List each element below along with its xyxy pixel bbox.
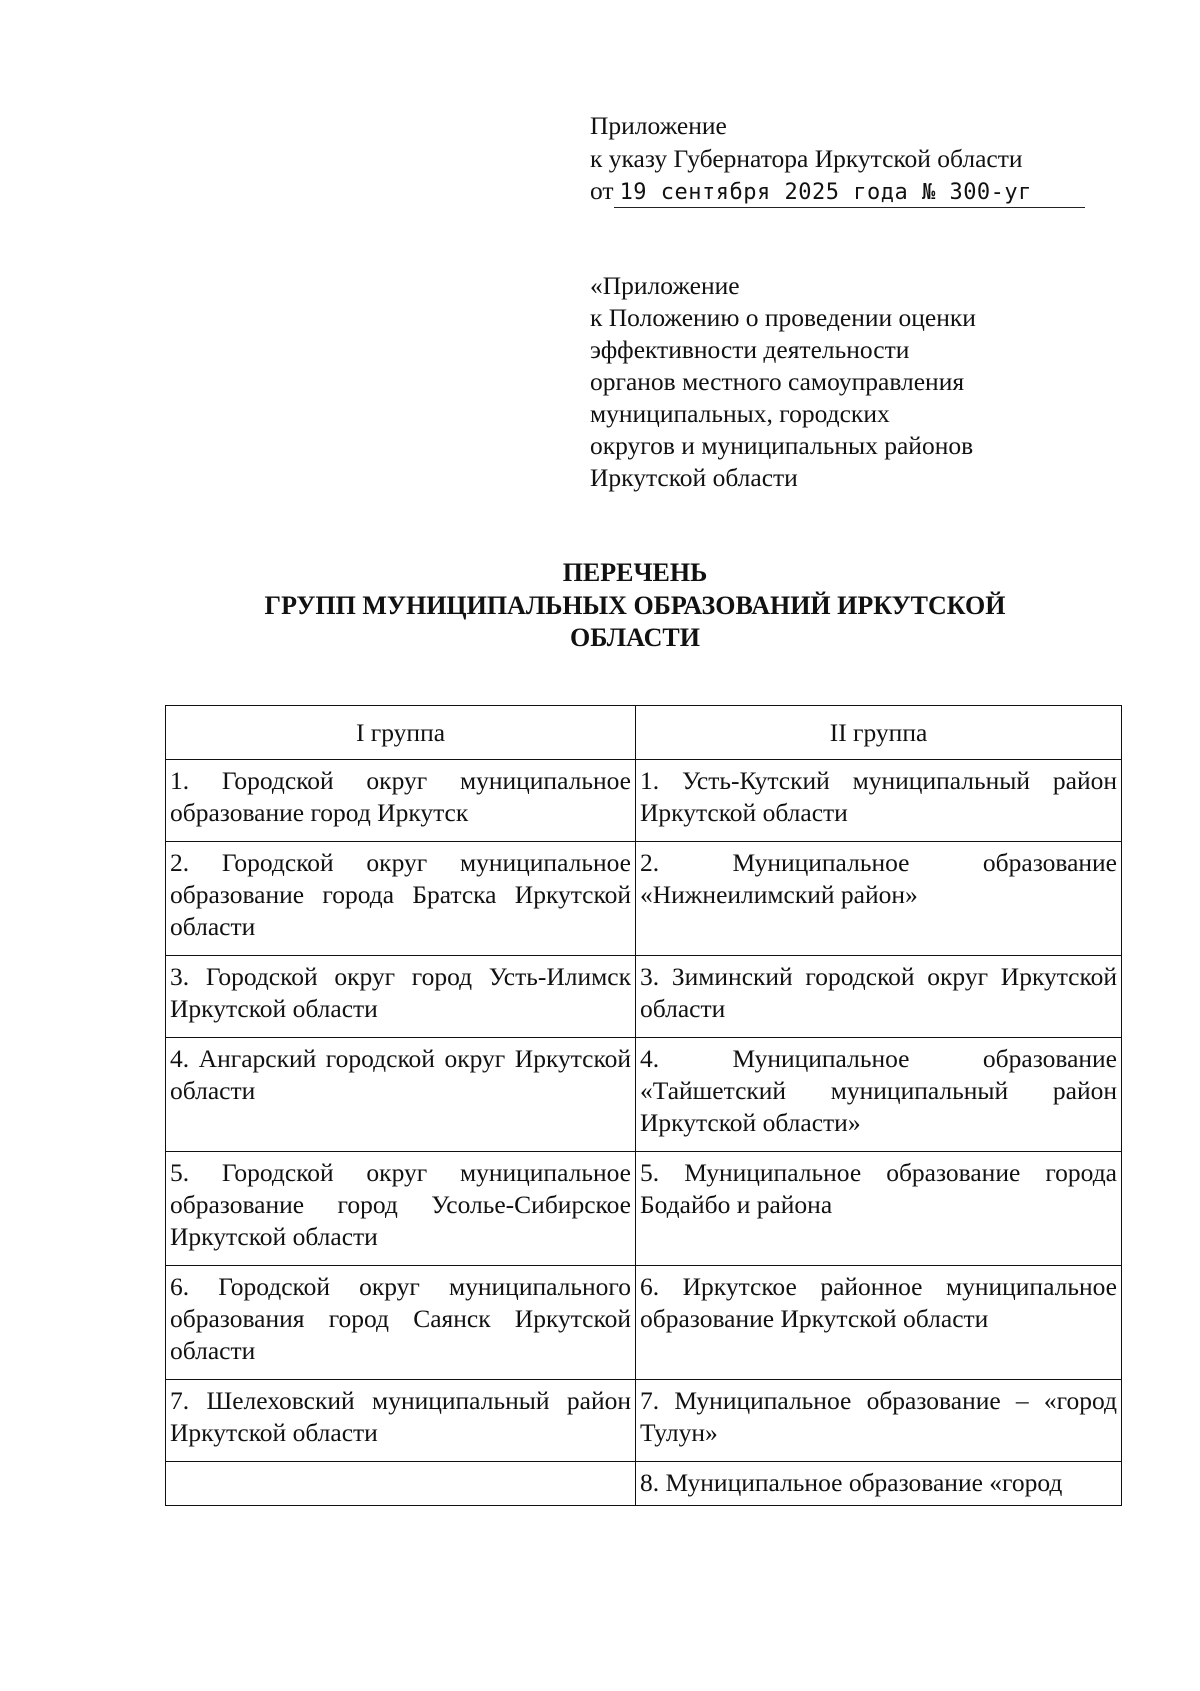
date-prefix: от bbox=[590, 176, 614, 205]
regulation-line: Иркутской области bbox=[590, 463, 798, 492]
column-header-group-2: II группа bbox=[636, 706, 1122, 760]
municipal-groups-table bbox=[165, 705, 1122, 1506]
regulation-line: «Приложение bbox=[590, 271, 740, 300]
table-row bbox=[166, 842, 1122, 956]
group-2-cell: 7. Муниципальное образование – «город Тулун» bbox=[636, 1380, 1122, 1462]
regulation-line: округов и муниципальных районов bbox=[590, 431, 974, 460]
group-2-cell: 4. Муниципальное образование «Тайшетский муниципальный район Иркутской области» bbox=[636, 1038, 1122, 1152]
group-2-cell: 1. Усть-Кутский муниципальный район Иркутской области bbox=[636, 760, 1122, 842]
document-title bbox=[0, 557, 1200, 655]
decree-date-number: 19 сентября 2025 года № 300-уг bbox=[614, 179, 1085, 208]
group-1-cell: 7. Шелеховский муниципальный район Иркутской области bbox=[166, 1380, 636, 1462]
group-1-cell: 1. Городской округ муниципальное образование город Иркутск bbox=[166, 760, 636, 842]
group-2-cell: 3. Зиминский городской округ Иркутской области bbox=[636, 956, 1122, 1038]
group-2-cell: 5. Муниципальное образование города Бодайбо и района bbox=[636, 1152, 1122, 1266]
table-row bbox=[166, 1462, 1122, 1506]
group-1-cell: 5. Городской округ муниципальное образование город Усолье-Сибирское Иркутской области bbox=[166, 1152, 636, 1266]
group-1-cell: 3. Городской округ город Усть-Илимск Иркутской области bbox=[166, 956, 636, 1038]
group-1-cell: 6. Городской округ муниципального образования город Саянск Иркутской области bbox=[166, 1266, 636, 1380]
table-header-row bbox=[166, 706, 1122, 760]
appendix-decree-ref: к указу Губернатора Иркутской области bbox=[590, 143, 1023, 173]
group-1-cell: 2. Городской округ муниципальное образование города Братска Иркутской области bbox=[166, 842, 636, 956]
appendix-header bbox=[590, 110, 1085, 208]
regulation-line: муниципальных, городских bbox=[590, 399, 890, 428]
regulation-appendix-header bbox=[590, 270, 976, 494]
group-2-cell: 2. Муниципальное образование «Нижнеилимский район» bbox=[636, 842, 1122, 956]
regulation-line: эффективности деятельности bbox=[590, 335, 910, 364]
table-row bbox=[166, 1266, 1122, 1380]
appendix-date-line bbox=[590, 175, 1085, 208]
title-line: ГРУПП МУНИЦИПАЛЬНЫХ ОБРАЗОВАНИЙ ИРКУТСКОЙ bbox=[264, 590, 1006, 620]
group-2-cell: 6. Иркутское районное муниципальное образование Иркутской области bbox=[636, 1266, 1122, 1380]
title-line: ОБЛАСТИ bbox=[570, 623, 700, 652]
appendix-label: Приложение bbox=[590, 111, 727, 140]
title-line: ПЕРЕЧЕНЬ bbox=[562, 558, 708, 587]
group-1-cell: 4. Ангарский городской округ Иркутской области bbox=[166, 1038, 636, 1152]
table-row bbox=[166, 760, 1122, 842]
table-row bbox=[166, 1038, 1122, 1152]
table-row bbox=[166, 956, 1122, 1038]
regulation-line: к Положению о проведении оценки bbox=[590, 303, 976, 332]
table-row bbox=[166, 1152, 1122, 1266]
group-2-cell: 8. Муниципальное образование «город bbox=[636, 1462, 1122, 1506]
group-1-cell bbox=[166, 1462, 636, 1506]
column-header-group-1: I группа bbox=[166, 706, 636, 760]
table-row bbox=[166, 1380, 1122, 1462]
regulation-line: органов местного самоуправления bbox=[590, 367, 965, 396]
